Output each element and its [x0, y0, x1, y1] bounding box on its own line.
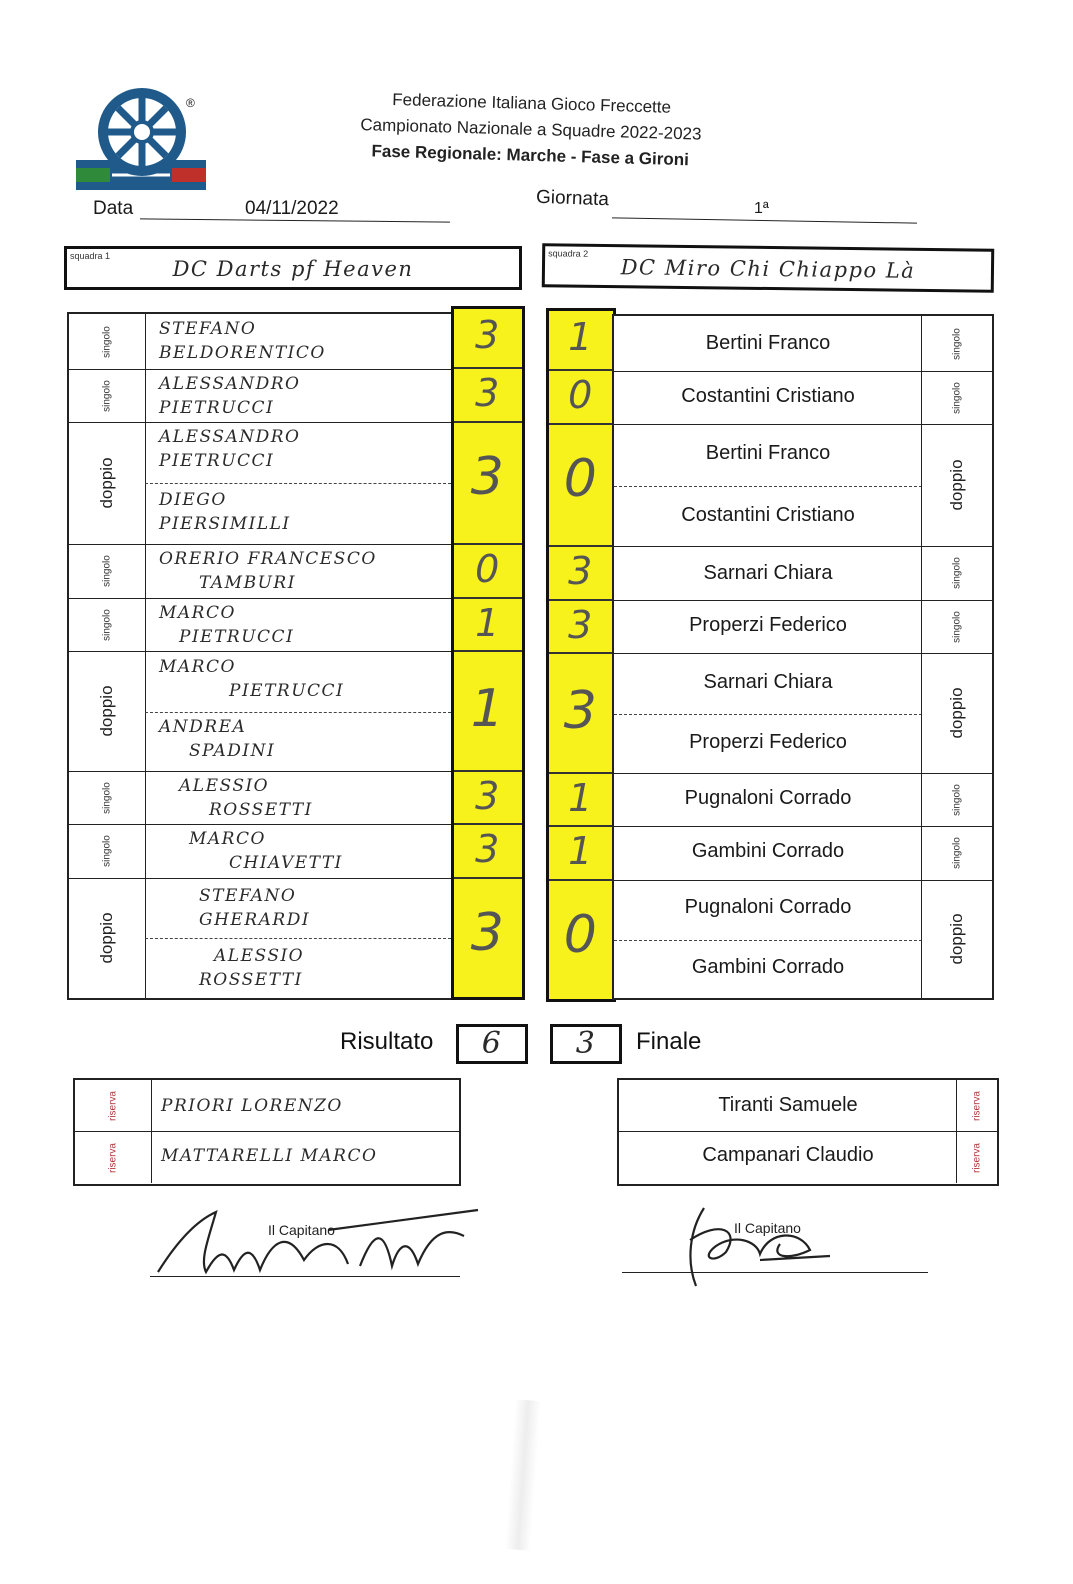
right-player: Bertini Franco: [705, 442, 831, 464]
row-type-label: doppio: [97, 457, 116, 509]
left-player: [159, 425, 301, 473]
doubles-divider: [145, 483, 451, 484]
reserve-player: Campanari Claudio: [702, 1144, 874, 1166]
row-type-cell: [69, 422, 146, 544]
right-player: Properzi Federico: [689, 614, 847, 636]
doubles-divider: [145, 938, 451, 939]
captain-signature-right: [660, 1200, 860, 1290]
reserve-tag-label: riserva: [971, 1090, 983, 1121]
row-type-cell: [921, 653, 992, 773]
team2-name: DC Miro Chi Chiappo Là: [620, 255, 916, 283]
row-type-cell: [921, 600, 992, 653]
reserve-tag: [75, 1080, 152, 1131]
left-player: [159, 601, 294, 649]
right-row: [614, 653, 992, 774]
left-row: [69, 369, 451, 423]
player-first-name: MARCO: [159, 603, 236, 623]
doubles-divider: [145, 712, 451, 713]
right-row: [614, 546, 992, 601]
left-player: [159, 944, 304, 992]
score-separator: [549, 545, 613, 547]
reserve-player: MATTARELLI MARCO: [161, 1146, 378, 1166]
left-score-column: [451, 306, 525, 1000]
score-left: 1: [470, 679, 506, 739]
date-underline: [140, 218, 450, 222]
reserve-tag: [75, 1132, 152, 1183]
left-reserves-grid: [73, 1078, 461, 1186]
score-right: 3: [568, 603, 594, 647]
right-player: Gambini Corrado: [691, 840, 845, 862]
row-type-cell: [69, 369, 146, 422]
giornata-underline: [612, 217, 917, 223]
row-type-label: doppio: [947, 459, 966, 511]
right-player: Costantini Cristiano: [681, 504, 855, 526]
team1-label: squadra 1: [70, 251, 111, 261]
right-row: [614, 600, 992, 654]
left-player: [159, 655, 344, 703]
row-type-cell: [921, 424, 992, 546]
championship-name: Campionato Nazionale a Squadre 2022-2023: [360, 115, 702, 144]
player-last-name: GHERARDI: [199, 910, 311, 930]
player-first-name: ALESSANDRO: [159, 427, 301, 447]
reserve-tag: [956, 1080, 997, 1131]
reserve-tag-label: riserva: [107, 1142, 119, 1173]
result-label: Risultato: [340, 1028, 434, 1055]
row-type-label: singolo: [101, 555, 113, 587]
right-player: Sarnari Chiara: [703, 562, 833, 584]
header-block: [320, 88, 742, 180]
player-first-name: MARCO: [189, 829, 266, 849]
score-right: 1: [568, 315, 594, 359]
right-player: Sarnari Chiara: [703, 671, 833, 693]
row-type-cell: [921, 826, 992, 880]
row-type-cell: [69, 878, 146, 998]
score-left: 3: [470, 447, 506, 507]
right-row: [614, 826, 992, 881]
row-type-label: singolo: [951, 557, 963, 589]
reserve-row: [619, 1132, 997, 1183]
player-first-name: STEFANO: [199, 886, 297, 906]
player-first-name: ALESSANDRO: [159, 374, 301, 394]
player-last-name: ROSSETTI: [199, 970, 303, 990]
left-player: [159, 827, 343, 875]
player-last-name: PIETRUCCI: [229, 681, 345, 701]
score-right: 3: [563, 681, 599, 741]
score-separator: [549, 772, 613, 774]
reserve-row: [619, 1080, 997, 1132]
row-type-label: singolo: [101, 781, 113, 814]
row-type-cell: [69, 544, 146, 598]
score-left: 1: [475, 601, 501, 645]
row-type-cell: [921, 773, 992, 826]
row-type-label: singolo: [951, 610, 963, 643]
left-player: [159, 372, 301, 420]
row-type-label: singolo: [951, 837, 963, 869]
row-type-label: doppio: [97, 685, 116, 737]
right-row: [614, 371, 992, 425]
right-player: Bertini Franco: [705, 332, 831, 354]
giornata-label: Giornata: [535, 186, 610, 211]
row-type-label: singolo: [951, 381, 963, 414]
final-label: Finale: [636, 1028, 702, 1055]
doubles-divider: [614, 486, 922, 487]
row-type-label: singolo: [951, 783, 963, 816]
left-row: [69, 651, 451, 772]
reserve-tag-label: riserva: [107, 1090, 119, 1121]
player-last-name: CHIAVETTI: [229, 853, 343, 873]
score-right: 0: [568, 373, 594, 417]
team2-box: [542, 243, 995, 293]
player-last-name: SPADINI: [189, 741, 276, 761]
left-player: [159, 884, 310, 932]
left-player: [159, 715, 275, 763]
row-type-cell: [921, 546, 992, 600]
reserve-tag: [956, 1132, 997, 1183]
left-row: [69, 314, 451, 370]
left-player: [159, 774, 313, 822]
score-left: 3: [470, 903, 506, 963]
reserve-row: [75, 1132, 459, 1183]
date-label: Data: [93, 198, 134, 219]
right-player: Gambini Corrado: [691, 956, 845, 978]
right-players-grid: [612, 314, 994, 1000]
right-row: [614, 424, 992, 547]
reserve-player: PRIORI LORENZO: [161, 1096, 343, 1116]
player-last-name: PIETRUCCI: [159, 451, 275, 471]
captain-label-left: Il Capitano: [268, 1222, 335, 1238]
player-first-name: STEFANO: [159, 319, 257, 339]
left-row: [69, 598, 451, 652]
right-row: [614, 880, 992, 998]
player-last-name: PIERSIMILLI: [159, 514, 291, 534]
player-last-name: BELDORENTICO: [159, 343, 326, 363]
player-last-name: PIETRUCCI: [179, 627, 295, 647]
reserve-tag-label: riserva: [971, 1142, 983, 1173]
team2-label: squadra 2: [548, 248, 589, 259]
player-first-name: ALESSIO: [214, 946, 305, 966]
score-right: 1: [568, 776, 594, 820]
left-row: [69, 824, 451, 879]
left-row: [69, 422, 451, 545]
row-type-cell: [69, 824, 146, 878]
team1-box: [64, 246, 522, 290]
row-type-cell: [69, 771, 146, 824]
score-left: 3: [475, 371, 501, 415]
player-last-name: TAMBURI: [199, 573, 296, 593]
row-type-cell: [921, 880, 992, 998]
score-separator: [454, 597, 522, 599]
row-type-cell: [921, 316, 992, 371]
doubles-divider: [614, 714, 922, 715]
row-type-cell: [69, 598, 146, 651]
row-type-label: singolo: [101, 379, 113, 412]
score-separator: [454, 421, 522, 423]
score-left: 3: [475, 774, 501, 818]
score-right: 1: [568, 829, 594, 873]
score-left: 3: [475, 827, 501, 871]
row-type-label: doppio: [947, 687, 966, 739]
team1-name: DC Darts pf Heaven: [172, 257, 414, 281]
left-player: [159, 488, 291, 536]
left-row: [69, 771, 451, 825]
score-separator: [549, 369, 613, 371]
score-left: 0: [475, 547, 501, 591]
right-player: Pugnaloni Corrado: [684, 787, 852, 809]
right-player: Costantini Cristiano: [681, 385, 855, 407]
score-separator: [549, 599, 613, 601]
row-type-label: doppio: [97, 912, 116, 964]
row-type-cell: [69, 314, 146, 369]
player-first-name: ALESSIO: [179, 776, 270, 796]
left-row: [69, 878, 451, 998]
score-separator: [454, 367, 522, 369]
score-right: 3: [568, 549, 594, 593]
row-type-label: singolo: [101, 325, 113, 358]
federation-name: Federazione Italiana Gioco Freccette: [392, 89, 672, 117]
score-separator: [549, 652, 613, 654]
right-reserves-grid: [617, 1078, 999, 1186]
score-separator: [549, 825, 613, 827]
player-first-name: ORERIO FRANCESCO: [159, 549, 377, 569]
score-separator: [454, 650, 522, 652]
player-first-name: MARCO: [159, 657, 236, 677]
doubles-divider: [614, 940, 922, 941]
reserve-player: Tiranti Samuele: [718, 1094, 858, 1116]
right-row: [614, 316, 992, 372]
giornata-value: 1ª: [754, 200, 769, 217]
result-right-box: 3: [550, 1024, 622, 1064]
score-separator: [454, 770, 522, 772]
right-score-column: [546, 308, 616, 1002]
right-player: Pugnaloni Corrado: [684, 896, 852, 918]
score-separator: [549, 879, 613, 881]
row-type-label: doppio: [947, 913, 966, 965]
result-left-box: 6: [456, 1024, 528, 1064]
row-type-label: singolo: [951, 327, 963, 360]
right-player: Properzi Federico: [689, 731, 847, 753]
registered-mark: ®: [186, 96, 195, 110]
score-separator: [549, 423, 613, 425]
phase-name: Fase Regionale: Marche - Fase a Gironi: [371, 141, 690, 170]
score-separator: [454, 543, 522, 545]
row-type-cell: [921, 371, 992, 424]
row-type-cell: [69, 651, 146, 771]
row-type-label: singolo: [101, 835, 113, 867]
captain-label-right: Il Capitano: [734, 1220, 801, 1236]
row-type-label: singolo: [101, 608, 113, 641]
player-first-name: ANDREA: [159, 717, 247, 737]
score-left: 3: [475, 313, 501, 357]
score-separator: [454, 823, 522, 825]
left-player: [159, 317, 326, 365]
reserve-row: [75, 1080, 459, 1132]
right-row: [614, 773, 992, 827]
left-players-grid: [67, 312, 453, 1000]
score-right: 0: [563, 449, 599, 509]
captain-signature-left: [148, 1200, 488, 1290]
left-row: [69, 544, 451, 599]
date-value: 04/11/2022: [245, 198, 339, 219]
player-last-name: ROSSETTI: [209, 800, 313, 820]
left-player: [159, 547, 377, 595]
score-right: 0: [563, 905, 599, 965]
player-last-name: PIETRUCCI: [159, 398, 275, 418]
paper-crease: [505, 1399, 541, 1550]
player-first-name: DIEGO: [159, 490, 227, 510]
score-separator: [454, 877, 522, 879]
